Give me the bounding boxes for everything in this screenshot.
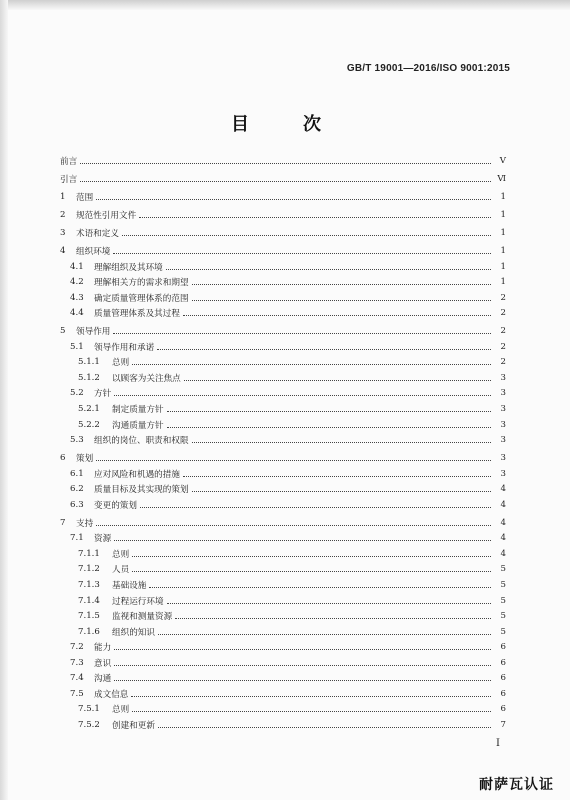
toc-leader-dots (183, 475, 491, 477)
toc-leader-dots (192, 299, 491, 301)
toc-entry-page: 4 (500, 484, 506, 495)
toc-entry-number: 7 (60, 517, 66, 528)
toc-leader-dots (192, 283, 491, 285)
toc-entry-page: 1 (500, 261, 506, 272)
toc-entry[interactable] (60, 323, 506, 339)
toc-leader-dots (114, 679, 491, 681)
toc-leader-dots (157, 348, 491, 350)
toc-entry-page: 4 (500, 533, 506, 544)
toc-entry-title: 确定质量管理体系的范围 (94, 293, 189, 304)
toc-entry-number: 5.3 (70, 435, 84, 446)
toc-leader-dots (192, 441, 491, 443)
toc-entry-page: Ⅵ (497, 173, 506, 184)
toc-entry[interactable] (60, 450, 506, 466)
toc-entry[interactable] (60, 153, 506, 169)
toc-entry-title: 组织环境 (76, 247, 111, 257)
toc-entry-number: 7.1.2 (78, 564, 100, 575)
toc-entry-page: 3 (500, 435, 506, 446)
toc-entry-number: 3 (60, 227, 66, 238)
toc-entry-page: 6 (500, 688, 506, 699)
toc-leader-dots (114, 539, 491, 541)
toc-entry[interactable] (60, 608, 506, 624)
toc-leader-dots (114, 648, 491, 650)
toc-entry-page: 4 (500, 499, 506, 510)
toc-entry-page: 5 (500, 579, 506, 590)
toc-entry-number: 4.2 (70, 277, 84, 288)
toc-entry-page: 7 (500, 719, 506, 730)
toc-entry[interactable] (60, 401, 506, 417)
toc-entry-page: Ⅴ (499, 155, 506, 166)
toc-leader-dots (140, 506, 491, 508)
toc-entry-page: 4 (500, 548, 506, 559)
toc-entry[interactable] (60, 671, 506, 687)
toc-entry-page: 6 (500, 673, 506, 684)
toc-entry-number: 5.2 (70, 388, 84, 399)
toc-entry-number: 7.1.3 (78, 579, 100, 590)
toc-entry[interactable] (60, 171, 506, 187)
toc-entry-number: 7.1 (70, 533, 84, 544)
toc-entry-number: 7.1.1 (78, 548, 100, 559)
toc-leader-dots (114, 394, 491, 396)
toc-entry-title: 创建和更新 (112, 720, 155, 731)
toc-entry[interactable] (60, 717, 506, 733)
toc-entry-page: 3 (500, 372, 506, 383)
toc-entry-title: 理解相关方的需求和期望 (94, 278, 189, 289)
toc-entry[interactable] (60, 577, 506, 593)
toc-entry-title: 策划 (76, 454, 94, 465)
toc-entry[interactable] (60, 370, 506, 386)
toc-entry[interactable] (60, 624, 506, 640)
toc-entry-number: 7.3 (70, 657, 84, 668)
toc-entry-page: 5 (500, 595, 506, 606)
toc-entry-title: 资源 (94, 534, 112, 545)
toc-entry-title: 方针 (94, 389, 112, 400)
toc-entry-title: 总则 (112, 705, 130, 716)
toc-entry-title: 前言 (60, 156, 78, 167)
toc-entry[interactable] (60, 386, 506, 402)
toc-leader-dots (132, 363, 491, 365)
toc-entry-title: 人员 (112, 565, 130, 576)
toc-entry-page: 3 (500, 419, 506, 430)
toc-leader-dots (167, 426, 491, 428)
toc-entry-title: 沟通 (94, 674, 112, 685)
toc-leader-dots (183, 314, 491, 316)
scan-shadow-top (0, 0, 570, 10)
toc-leader-dots (96, 459, 491, 461)
toc-entry[interactable] (60, 274, 506, 290)
toc-entry-page: 4 (500, 517, 506, 528)
toc-entry[interactable] (60, 259, 506, 275)
toc-entry-page: 1 (500, 191, 506, 202)
toc-entry-title: 监视和测量资源 (112, 612, 173, 623)
toc-entry-title: 范围 (76, 192, 94, 203)
toc-entry-title: 制定质量方针 (112, 404, 164, 415)
toc-entry[interactable] (60, 702, 506, 718)
toc-leader-dots (149, 586, 491, 588)
toc-entry-title: 引言 (60, 174, 78, 185)
toc-entry-number: 7.1.4 (78, 595, 100, 606)
toc-entry-page: 2 (500, 357, 506, 368)
toc-leader-dots (158, 633, 491, 635)
toc-entry-title: 应对风险和机遇的措施 (94, 469, 180, 480)
toc-entry-number: 6 (60, 453, 66, 464)
page-number: Ⅰ (496, 738, 500, 749)
toc-entry-title: 成文信息 (94, 689, 129, 700)
toc-entry-title: 能力 (94, 643, 112, 654)
toc-entry-page: 1 (500, 277, 506, 288)
toc-entry[interactable] (60, 531, 506, 547)
toc-entry-page: 1 (500, 246, 506, 256)
toc-entry-number: 7.2 (70, 642, 84, 653)
toc-entry-title: 过程运行环境 (112, 596, 164, 607)
toc-entry-number: 7.4 (70, 673, 84, 684)
toc-entry[interactable] (60, 207, 506, 223)
toc-entry-title: 以顾客为关注焦点 (112, 373, 181, 384)
toc-entry-number: 5 (60, 326, 66, 337)
toc-leader-dots (167, 602, 491, 604)
toc-entry-number: 2 (60, 209, 66, 220)
toc-leader-dots (113, 252, 491, 254)
toc-leader-dots (113, 332, 491, 334)
toc-entry[interactable] (60, 305, 506, 321)
toc-leader-dots (80, 162, 491, 164)
toc-entry-number: 7.5.2 (78, 719, 100, 730)
toc-entry[interactable] (60, 243, 506, 259)
toc-entry-page: 5 (500, 611, 506, 622)
toc-entry-title: 领导作用 (76, 327, 111, 338)
toc-entry-page: 5 (500, 626, 506, 637)
toc-entry[interactable] (60, 515, 506, 531)
toc-entry-title: 支持 (76, 518, 94, 529)
toc-leader-dots (158, 726, 491, 728)
toc-leader-dots (114, 664, 491, 666)
toc-entry-page: 1 (500, 227, 506, 238)
toc-entry-title: 理解组织及其环境 (94, 262, 163, 273)
toc-entry-title: 质量目标及其实现的策划 (94, 485, 189, 496)
toc-entry-title: 规范性引用文件 (76, 210, 137, 221)
toc-entry[interactable] (60, 225, 506, 241)
toc-leader-dots (132, 570, 491, 572)
toc-entry[interactable] (60, 655, 506, 671)
toc-entry-number: 5.1.2 (78, 372, 100, 383)
toc-entry-page: 3 (500, 453, 506, 464)
toc-entry-number: 7.1.6 (78, 626, 100, 637)
toc-entry[interactable] (60, 639, 506, 655)
toc-entry-number: 1 (60, 191, 66, 202)
watermark-text: 耐萨瓦认证 (479, 777, 554, 793)
toc-entry-page: 2 (500, 292, 506, 303)
toc-leader-dots (167, 410, 491, 412)
toc-entry-number: 5.2.1 (78, 403, 100, 414)
toc-entry-number: 4 (60, 246, 66, 256)
toc-leader-dots (192, 490, 491, 492)
toc-entry-title: 基础设施 (112, 580, 147, 591)
toc-entry-page: 2 (500, 308, 506, 319)
toc-entry-page: 6 (500, 642, 506, 653)
toc-entry-page: 3 (500, 403, 506, 414)
standard-code: GB/T 19001—2016/ISO 9001:2015 (346, 63, 510, 74)
toc-leader-dots (132, 555, 491, 557)
toc-entry[interactable] (60, 189, 506, 205)
toc-leader-dots (131, 695, 491, 697)
toc-entry-page: 6 (500, 657, 506, 668)
toc-entry-title: 变更的策划 (94, 500, 137, 511)
toc-entry-title: 质量管理体系及其过程 (94, 309, 180, 320)
toc-entry-number: 4.4 (70, 308, 84, 319)
toc-entry-number: 4.3 (70, 292, 84, 303)
toc-leader-dots (175, 617, 491, 619)
toc-entry-title: 意识 (94, 658, 112, 669)
toc-entry-title: 总则 (112, 549, 130, 560)
toc-entry-number: 6.2 (70, 484, 84, 495)
toc-leader-dots (96, 524, 491, 526)
toc-entry[interactable] (60, 417, 506, 433)
toc-entry-number: 5.1.1 (78, 357, 100, 368)
toc-entry-page: 6 (500, 704, 506, 715)
toc-entry[interactable] (60, 481, 506, 497)
toc-entry-page: 1 (500, 209, 506, 220)
toc-entry-number: 4.1 (70, 261, 84, 272)
toc-leader-dots (166, 268, 491, 270)
toc-leader-dots (96, 198, 491, 200)
toc-entry-title: 组织的岗位、职责和权限 (94, 436, 189, 447)
toc-leader-dots (184, 379, 491, 381)
toc-entry-number: 6.1 (70, 468, 84, 479)
toc-entry-title: 沟通质量方针 (112, 420, 164, 431)
toc-entry-number: 7.5.1 (78, 704, 100, 715)
toc-entry-page: 2 (500, 341, 506, 352)
toc-entry-title: 领导作用和承诺 (94, 342, 155, 353)
toc-entry-page: 3 (500, 468, 506, 479)
toc-entry-number: 7.5 (70, 688, 84, 699)
toc-entry-page: 5 (500, 564, 506, 575)
toc-entry-number: 5.2.2 (78, 419, 100, 430)
toc-leader-dots (80, 180, 491, 182)
toc-entry-title: 总则 (112, 358, 130, 369)
toc-entry[interactable] (60, 466, 506, 482)
toc-entry-title: 组织的知识 (112, 627, 155, 638)
table-of-contents (60, 153, 506, 733)
toc-entry-number: 6.3 (70, 499, 84, 510)
toc-entry[interactable] (60, 290, 506, 306)
toc-entry-number: 5.1 (70, 341, 84, 352)
toc-entry[interactable] (60, 497, 506, 513)
toc-entry[interactable] (60, 686, 506, 702)
toc-entry-page: 2 (500, 326, 506, 337)
toc-title: 目 次 (231, 114, 339, 135)
toc-entry[interactable] (60, 339, 506, 355)
toc-entry[interactable] (60, 432, 506, 448)
toc-entry-number: 7.1.5 (78, 611, 100, 622)
toc-leader-dots (139, 216, 491, 218)
toc-entry-title: 术语和定义 (76, 228, 119, 239)
toc-entry[interactable] (60, 562, 506, 578)
toc-leader-dots (122, 234, 491, 236)
toc-entry[interactable] (60, 546, 506, 562)
toc-entry[interactable] (60, 355, 506, 371)
toc-leader-dots (132, 710, 491, 712)
toc-entry[interactable] (60, 593, 506, 609)
toc-entry-page: 3 (500, 388, 506, 399)
